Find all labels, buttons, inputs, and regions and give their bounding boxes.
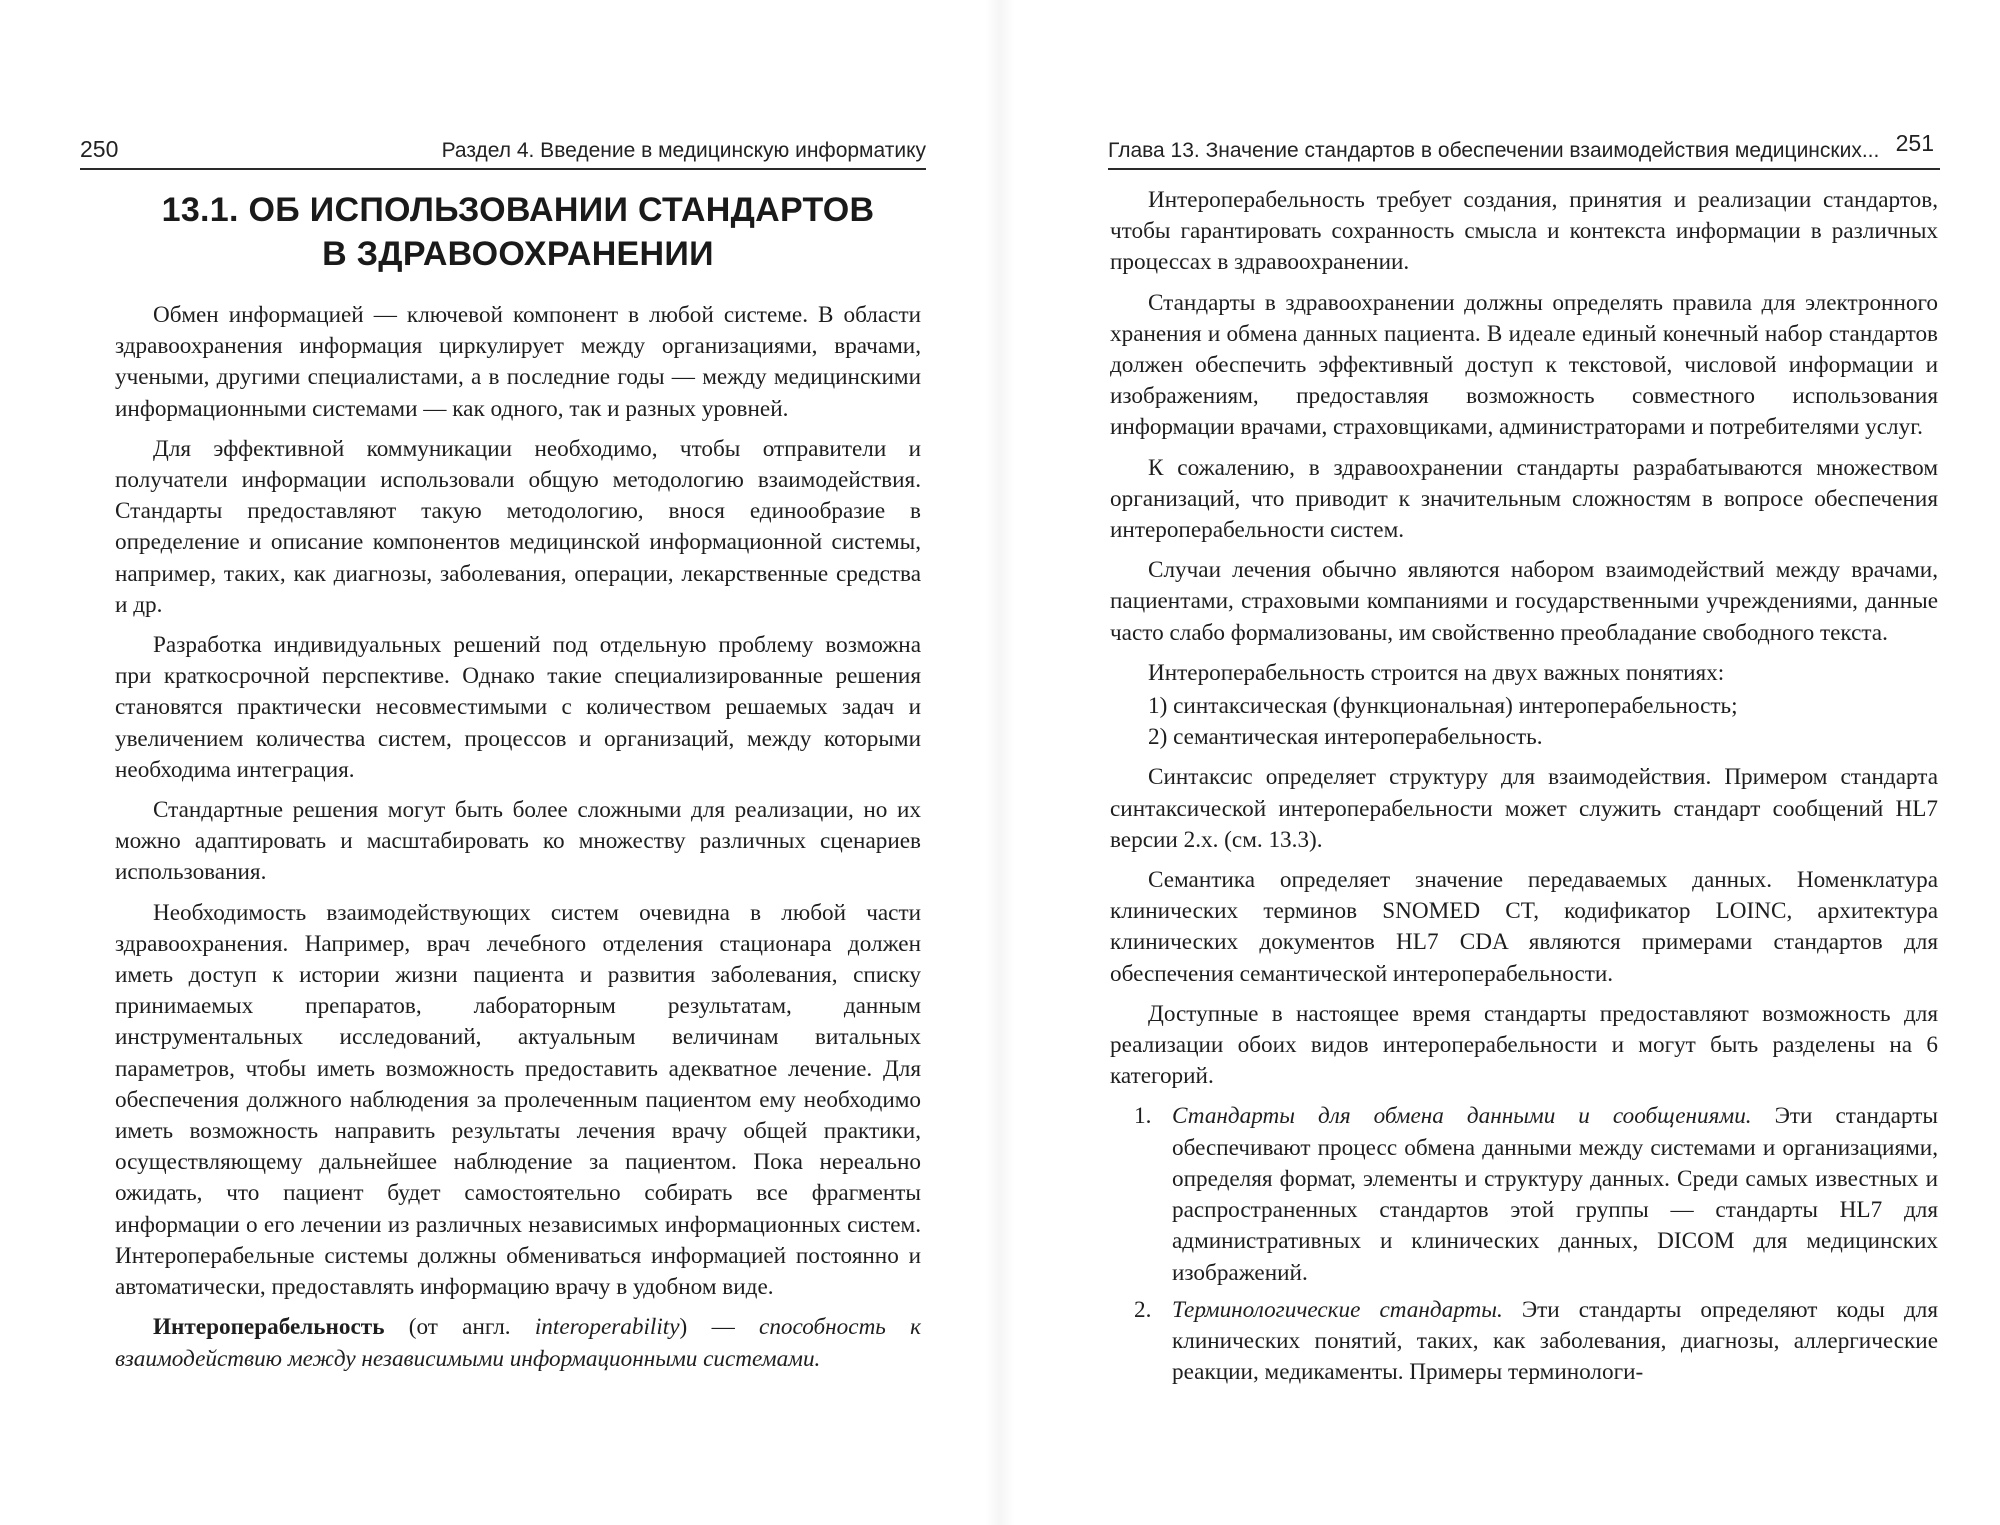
section-title [115,188,921,276]
category-text: Эти стандарты обеспечивают процесс обмена данными между системами и организациями, определяя формат, элементы и структуру данных. Среди самых известных и распространенных стандартов этой группы — стандарты HL7 для административных и клинических данных, DICOM для медицинских изображений. [1172,1103,1938,1286]
definition-paren-open: (от англ. [384,1314,535,1341]
definition-english: interoperability [534,1314,680,1341]
left-paragraph: Обмен информацией — ключевой компонент в любой системе. В области здравоохранения информация циркулирует между организациями, врачами, учеными, другими специалистами, а в последние годы — между медицинскими информационными системами — как одного, так и разных уровней. [115,302,921,422]
category-item [1110,1295,1938,1389]
left-paragraph: Стандартные решения могут быть более сложными для реализации, но их можно адаптировать и масштабировать ко множеству различных сценариев использования. [115,797,921,886]
left-paragraph: Для эффективной коммуникации необходимо, чтобы отправители и получатели информации использовали общую методологию взаимодействия. Стандарты предоставляют такую методологию, внося единообразие в определение и описание компонентов медицинской информационной системы, например, таких, как диагнозы, заболевания, операции, лекарственные средства и др. [115,435,921,618]
section-title-line-1: 13.1. ОБ ИСПОЛЬЗОВАНИИ СТАНДАРТОВ [161,191,875,229]
section-title-line-2: В ЗДРАВООХРАНЕНИИ [322,235,714,273]
right-paragraph: Доступные в настоящее время стандарты предоставляют возможность для реализации обоих видов интероперабельности и могут быть разделены на 6 категорий. [1110,1000,1938,1090]
definition-paren-close: ) [679,1314,688,1341]
right-paragraph: Интероперабельность строится на двух важных понятиях: [1148,659,1725,686]
right-paragraph: Синтаксис определяет структуру для взаимодействия. Примером стандарта синтаксической интероперабельности может служить стандарт сообщений HL7 версии 2.x. (см. 13.3). [1110,764,1938,853]
right-paragraph: Семантика определяет значение передаваемых данных. Номенклатура клинических терминов SNOMED CT, кодификатор LOINC, архитектура клинических документов HL7 CDA являются примерами стандартов для обеспечения семантической интероперабельности. [1110,867,1938,987]
category-title: Терминологические стандарты. [1172,1296,1503,1323]
category-item [1110,1101,1938,1288]
concept-item: 2) семантическая интероперабельность. [1148,724,1543,751]
category-number: 1. [1134,1103,1152,1130]
left-running-title: Раздел 4. Введение в медицинскую информатику [441,139,926,162]
right-paragraph: Интероперабельность требует создания, принятия и реализации стандартов, чтобы гарантировать сохранность смысла и контекста информации в различных процессах в здравоохранении. [1110,187,1938,276]
right-page-number: 251 [1895,130,1934,156]
definition-text: способность к взаимодействию между независимыми информационными системами. [115,1314,921,1372]
right-body [1110,185,1938,1394]
concepts-list [1110,691,1938,753]
right-paragraph: К сожалению, в здравоохранении стандарты разрабатываются множеством организаций, что приводит к значительным сложностям в вопросе обеспечения интероперабельности систем. [1110,454,1938,544]
category-text: Эти стандарты определяют коды для клинических понятий, таких, как заболевания, диагнозы, аллергические реакции, медикаменты. Примеры терминологи- [1172,1296,1938,1386]
definition-paragraph [115,1312,921,1374]
right-paragraph: Случаи лечения обычно являются набором взаимодействий между врачами, пациентами, страховыми компаниями и государственными учреждениями, данные часто слабо формализованы, им свойственно преобладание свободного текста. [1110,557,1938,646]
left-paragraph: Разработка индивидуальных решений под отдельную проблему возможна при краткосрочной перспективе. Однако такие специализированные решения становятся практически несовместимыми с количеством решаемых задач и увеличением количества систем, процессов и организаций, между которыми необходима интеграция. [115,632,921,783]
concept-item: 1) синтаксическая (функциональная) интероперабельность; [1148,693,1738,720]
categories-list [1110,1101,1938,1388]
category-title: Стандарты для обмена данными и сообщениями. [1172,1103,1752,1130]
definition-term: Интероперабельность [153,1314,385,1341]
category-number: 2. [1134,1296,1152,1323]
left-running-header [80,132,926,170]
left-body [115,188,921,1384]
definition-dash: — [687,1314,760,1341]
right-running-title: Глава 13. Значение стандартов в обеспечении взаимодействия медицинских... [1108,139,1880,162]
right-running-header [1108,132,1940,170]
left-page-number: 250 [80,136,119,162]
right-page [1000,0,2000,1525]
left-paragraph: Необходимость взаимодействующих систем очевидна в любой части здравоохранения. Например, врач лечебного отделения стационара должен иметь доступ к истории жизни пациента и развития заболевания, списку принимаемых препаратов, лабораторным результатам, данным инструментальных исследований, актуальным величинам витальных параметров, чтобы иметь возможность предоставить адекватное лечение. Для обеспечения должного наблюдения за пролеченным пациентом ему необходимо иметь возможность направить результаты лечения врачу общей практики, осуществляющему дальнейшее наблюдение за пациентом. Пока нереально ожидать, что пациент будет самостоятельно собирать все фрагменты информации о его лечении из различных независимых информационных систем. Интероперабельные системы должны обмениваться информацией постоянно и автоматически, предоставлять информацию врачу в удобном виде. [115,899,921,1301]
right-paragraph: Стандарты в здравоохранении должны определять правила для электронного хранения и обмена данных пациента. В идеале единый конечный набор стандартов должен обеспечить эффективный доступ к текстовой, числовой информации и изображениям, предоставляя возможность совместного использования информации врачами, страховщиками, администраторами и потребителями услуг. [1110,289,1938,441]
